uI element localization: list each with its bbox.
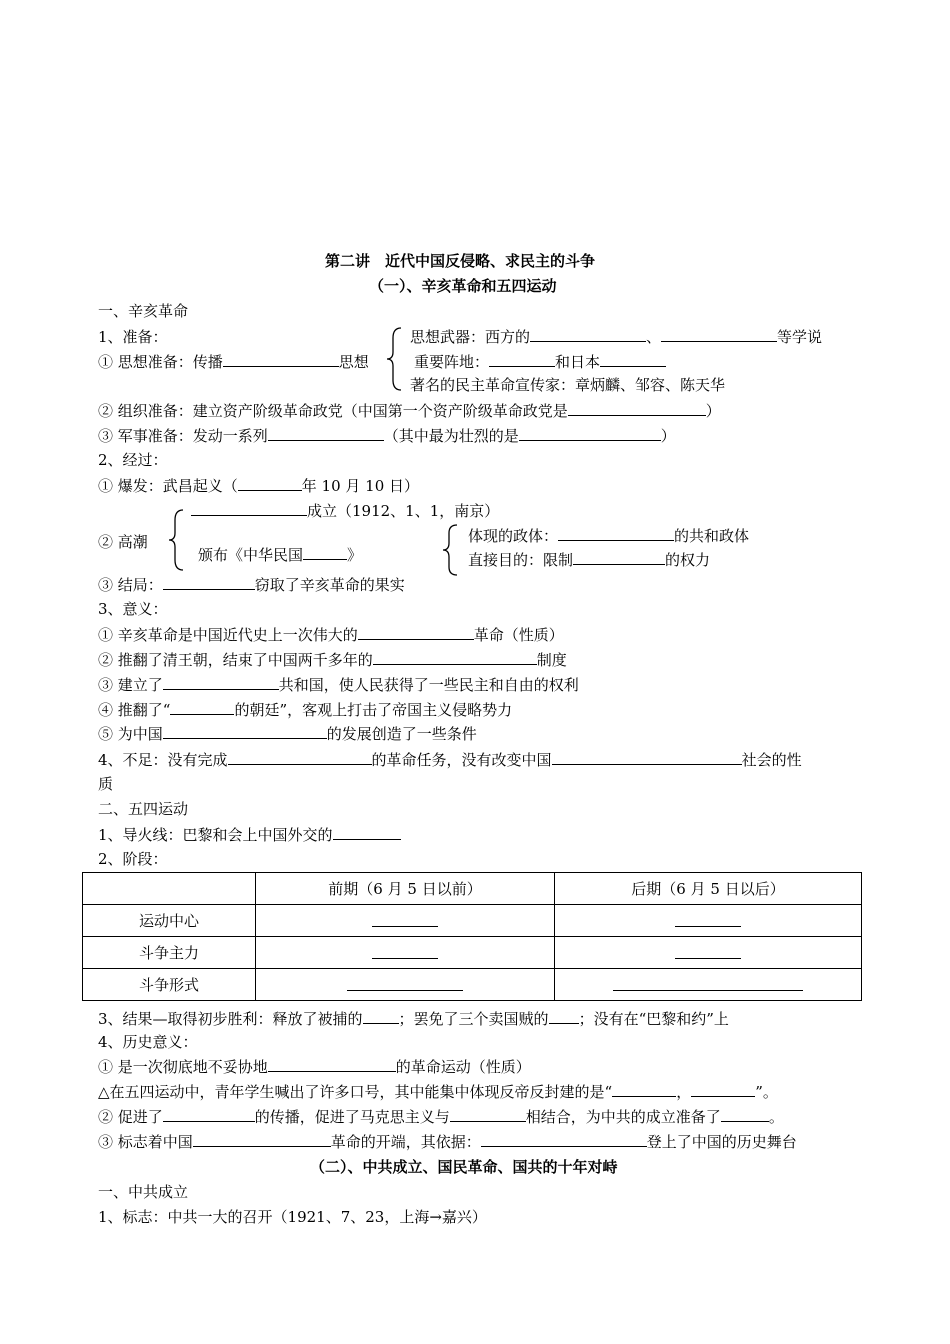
aim-line xyxy=(468,549,710,570)
text: 4、不足：没有完成 xyxy=(98,751,228,769)
climax-label: ② 高潮 xyxy=(98,533,148,551)
significance-2 xyxy=(98,1106,784,1127)
table-cell[interactable] xyxy=(256,937,555,969)
section-subtitle-2: （二）、中共成立、国民革命、国共的十年对峙 xyxy=(310,1158,618,1176)
text: 相结合，为中共的成立准备了 xyxy=(525,1108,721,1126)
fill-blank[interactable] xyxy=(675,911,741,927)
fill-blank[interactable] xyxy=(691,1081,755,1097)
text: 、 xyxy=(646,328,662,346)
text: 的革命任务，没有改变中国 xyxy=(371,751,552,769)
text: 的革命运动（性质） xyxy=(395,1058,531,1076)
fill-blank[interactable] xyxy=(268,1056,396,1072)
text: ① 是一次彻底地不妥协地 xyxy=(98,1058,268,1076)
fill-blank[interactable] xyxy=(558,525,674,541)
section-subtitle-1: （一）、辛亥革命和五四运动 xyxy=(369,277,557,295)
significance-label: 4、历史意义： xyxy=(98,1033,198,1051)
text: 。 xyxy=(768,1108,784,1126)
table-cell[interactable] xyxy=(555,969,862,1001)
text: ） xyxy=(660,427,676,445)
meaning-4 xyxy=(98,699,512,720)
ideology-prep-line xyxy=(98,351,369,372)
table-cell[interactable] xyxy=(555,937,862,969)
meaning-label: 3、意义： xyxy=(98,600,168,618)
text: 3、结果—取得初步胜利：释放了被捕的 xyxy=(98,1010,363,1028)
weapon-line xyxy=(410,326,822,347)
fill-blank[interactable] xyxy=(519,425,661,441)
text: 社会的性 xyxy=(741,751,802,769)
fill-blank[interactable] xyxy=(372,943,438,959)
fuse-line xyxy=(98,824,401,845)
polity-line xyxy=(468,525,749,546)
fill-blank[interactable] xyxy=(228,749,372,765)
fill-blank[interactable] xyxy=(193,1131,331,1147)
row-label: 斗争形式 xyxy=(83,969,256,1001)
military-prep-line xyxy=(98,425,676,446)
fill-blank[interactable] xyxy=(613,975,803,991)
text: ③ 标志着中国 xyxy=(98,1133,193,1151)
text: 共和国，使人民获得了一些民主和自由的权利 xyxy=(278,676,579,694)
text: 登上了中国的历史舞台 xyxy=(646,1133,797,1151)
fill-blank[interactable] xyxy=(303,544,347,560)
text: 等学说 xyxy=(777,328,823,346)
propagandists-line: 著名的民主革命宣传家：章炳麟、邹容、陈天华 xyxy=(410,376,726,394)
text: ， xyxy=(676,1083,692,1101)
meaning-3 xyxy=(98,674,579,695)
fill-blank[interactable] xyxy=(358,624,474,640)
org-prep-line xyxy=(98,400,721,421)
result-line xyxy=(98,574,405,595)
significance-3 xyxy=(98,1131,797,1152)
text: 的朝廷”，客观上打击了帝国主义侵略势力 xyxy=(234,701,513,719)
left-brace-icon xyxy=(166,508,188,572)
table-header-row xyxy=(83,873,862,905)
text: ① 思想准备：传播 xyxy=(98,353,223,371)
fill-blank[interactable] xyxy=(489,351,555,367)
text: ） xyxy=(705,402,721,420)
text: 成立（1912、1、1，南京） xyxy=(307,502,500,520)
fill-blank[interactable] xyxy=(163,674,279,690)
stage-label: 2、阶段： xyxy=(98,850,168,868)
table-row xyxy=(83,937,862,969)
fill-blank[interactable] xyxy=(238,475,302,491)
slogan-line xyxy=(98,1081,778,1102)
text: 的传播，促进了马克思主义与 xyxy=(254,1108,450,1126)
text: 直接目的：限制 xyxy=(468,551,574,569)
page-title: 第二讲 近代中国反侵略、求民主的斗争 xyxy=(325,252,596,270)
fill-blank[interactable] xyxy=(552,749,742,765)
fill-blank[interactable] xyxy=(163,723,327,739)
prep-label: 1、准备： xyxy=(98,328,168,346)
significance-1 xyxy=(98,1056,531,1077)
text: ② 组织准备：建立资产阶级革命政党（中国第一个资产阶级革命政党是 xyxy=(98,402,568,420)
table-header-cell: 前期（6 月 5 日以前） xyxy=(256,873,555,905)
fill-blank[interactable] xyxy=(612,1081,676,1097)
fill-blank[interactable] xyxy=(333,824,401,840)
fill-blank[interactable] xyxy=(568,400,706,416)
table-row xyxy=(83,969,862,1001)
process-label: 2、经过： xyxy=(98,451,168,469)
fill-blank[interactable] xyxy=(163,1106,255,1122)
table-cell[interactable] xyxy=(256,905,555,937)
outbreak-line xyxy=(98,475,419,496)
text: 重要阵地： xyxy=(414,353,490,371)
fill-blank[interactable] xyxy=(223,351,339,367)
text: 的权力 xyxy=(665,551,711,569)
heading-xinhai: 一、辛亥革命 xyxy=(98,302,189,320)
text: 制度 xyxy=(536,651,567,669)
text: ③ 结局： xyxy=(98,576,163,594)
shortcoming-wrap: 质 xyxy=(98,775,114,793)
fill-blank[interactable] xyxy=(549,1008,579,1024)
base-line xyxy=(414,351,666,372)
text: ① 辛亥革命是中国近代史上一次伟大的 xyxy=(98,626,358,644)
fill-blank[interactable] xyxy=(170,699,234,715)
table-header-cell xyxy=(83,873,256,905)
text: 窃取了辛亥革命的果实 xyxy=(254,576,405,594)
row-label: 斗争主力 xyxy=(83,937,256,969)
fill-blank[interactable] xyxy=(530,326,646,342)
text: 的发展创造了一些条件 xyxy=(326,725,477,743)
left-brace-icon xyxy=(440,523,462,577)
meaning-2 xyxy=(98,649,567,670)
fill-blank[interactable] xyxy=(268,425,384,441)
text: 革命（性质） xyxy=(473,626,564,644)
text: ；罢免了三个卖国贼的 xyxy=(398,1010,549,1028)
fill-blank[interactable] xyxy=(675,943,741,959)
text: ① 爆发：武昌起义（ xyxy=(98,477,238,495)
table-cell[interactable] xyxy=(555,905,862,937)
text: 》 xyxy=(347,546,363,564)
text: 革命的开端，其依据： xyxy=(330,1133,481,1151)
text: 和日本 xyxy=(555,353,601,371)
text: 思想武器：西方的 xyxy=(410,328,531,346)
text: （其中最为壮烈的是 xyxy=(383,427,519,445)
text: ③ 建立了 xyxy=(98,676,163,694)
shortcoming-line xyxy=(98,749,802,770)
text: 体现的政体： xyxy=(468,527,559,545)
stage-table xyxy=(82,872,862,1001)
fill-blank[interactable] xyxy=(721,1106,769,1122)
fill-blank[interactable] xyxy=(600,351,666,367)
table-header-cell: 后期（6 月 5 日以后） xyxy=(555,873,862,905)
text: △在五四运动中，青年学生喊出了许多口号，其中能集中体现反帝反封建的是“ xyxy=(98,1083,613,1101)
fill-blank[interactable] xyxy=(363,1008,399,1024)
text: ；没有在“巴黎和约”上 xyxy=(578,1010,729,1028)
text: ⑤ 为中国 xyxy=(98,725,163,743)
fill-blank[interactable] xyxy=(372,911,438,927)
fill-blank[interactable] xyxy=(573,549,665,565)
text: 年 10 月 10 日） xyxy=(301,477,420,495)
table-row xyxy=(83,905,862,937)
fill-blank[interactable] xyxy=(163,574,255,590)
heading-may-fourth: 二、五四运动 xyxy=(98,800,189,818)
promulgate-line xyxy=(198,544,362,565)
table-cell[interactable] xyxy=(256,969,555,1001)
left-brace-icon xyxy=(383,326,407,392)
text: 思想 xyxy=(338,353,369,371)
meaning-1 xyxy=(98,624,564,645)
fill-blank[interactable] xyxy=(373,649,537,665)
result-line xyxy=(98,1008,729,1029)
text: 1、导火线：巴黎和会上中国外交的 xyxy=(98,826,333,844)
text: 颁布《中华民国 xyxy=(198,546,304,564)
text: 的共和政体 xyxy=(674,527,750,545)
fill-blank[interactable] xyxy=(347,975,463,991)
text: ③ 军事准备：发动一系列 xyxy=(98,427,268,445)
fill-blank[interactable] xyxy=(450,1106,526,1122)
text: ② 推翻了清王朝，结束了中国两千多年的 xyxy=(98,651,373,669)
text: ”。 xyxy=(755,1083,778,1101)
establish-line xyxy=(191,500,499,521)
row-label: 运动中心 xyxy=(83,905,256,937)
heading-ccp-founding: 一、中共成立 xyxy=(98,1183,189,1201)
ccp-mark-line: 1、标志：中共一大的召开（1921、7、23，上海→嘉兴） xyxy=(98,1208,487,1226)
fill-blank[interactable] xyxy=(481,1131,647,1147)
fill-blank[interactable] xyxy=(191,500,307,516)
text: ④ 推翻了“ xyxy=(98,701,171,719)
text: ② 促进了 xyxy=(98,1108,163,1126)
meaning-5 xyxy=(98,723,477,744)
fill-blank[interactable] xyxy=(661,326,777,342)
